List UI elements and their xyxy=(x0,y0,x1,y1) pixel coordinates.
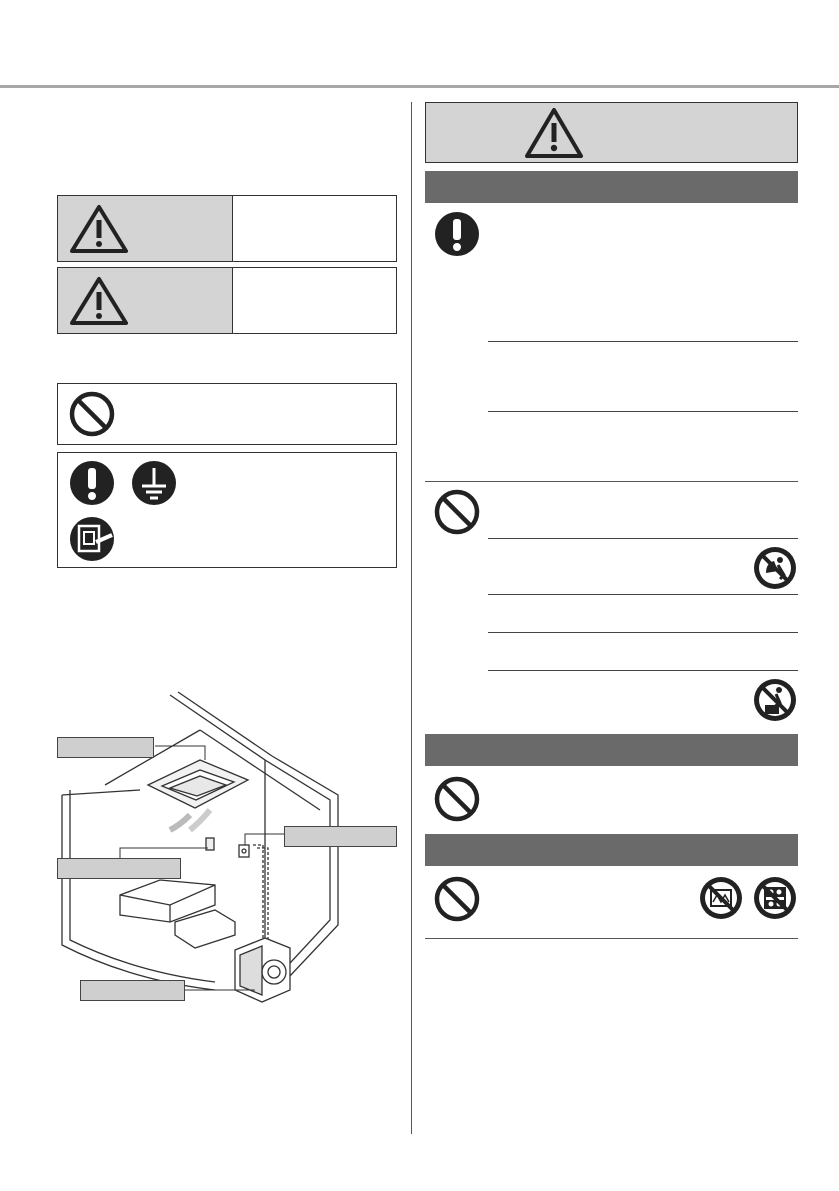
prohibited-icon xyxy=(433,775,481,823)
section-bar-2 xyxy=(425,734,798,766)
mandatory-icon xyxy=(433,210,481,258)
rule-end xyxy=(425,938,798,939)
warning-banner xyxy=(425,102,798,163)
prohibited-icon xyxy=(433,488,481,536)
unplug-icon xyxy=(68,515,116,563)
prohibited-icon xyxy=(68,390,116,438)
prohibited-symbol-box xyxy=(57,383,397,445)
rule-1 xyxy=(488,341,798,342)
warning-legend-text xyxy=(233,196,396,261)
rule-5 xyxy=(488,594,798,595)
indoor-unit-label xyxy=(57,737,154,758)
power-outlet-label xyxy=(284,826,397,847)
ground-icon xyxy=(130,459,178,507)
no-block-outlet-icon xyxy=(752,875,798,921)
outdoor-unit-label xyxy=(80,980,185,1001)
warning-triangle-icon xyxy=(524,107,584,159)
section-bar-1 xyxy=(425,171,798,203)
caution-triangle-icon xyxy=(70,276,128,326)
mandatory-symbol-box xyxy=(57,452,397,568)
section-bar-3 xyxy=(425,834,798,866)
rule-6 xyxy=(488,632,798,633)
no-touch-wet-icon xyxy=(752,545,798,591)
header-rule xyxy=(0,85,839,88)
column-divider xyxy=(411,102,412,1134)
warning-legend-box xyxy=(57,195,397,262)
remote-control-label xyxy=(57,858,181,879)
warning-triangle-icon xyxy=(70,204,128,254)
rule-3 xyxy=(425,481,798,482)
rule-2 xyxy=(488,411,798,412)
prohibited-icon xyxy=(433,875,481,923)
rule-4 xyxy=(488,538,798,539)
no-climb-icon xyxy=(752,677,798,723)
rule-7 xyxy=(488,670,798,671)
caution-legend-box xyxy=(57,267,397,334)
warning-legend-gray xyxy=(58,196,233,261)
no-block-inlet-icon xyxy=(698,875,744,921)
caution-legend-gray xyxy=(58,268,233,333)
caution-legend-text xyxy=(233,268,396,333)
mandatory-icon xyxy=(68,459,116,507)
